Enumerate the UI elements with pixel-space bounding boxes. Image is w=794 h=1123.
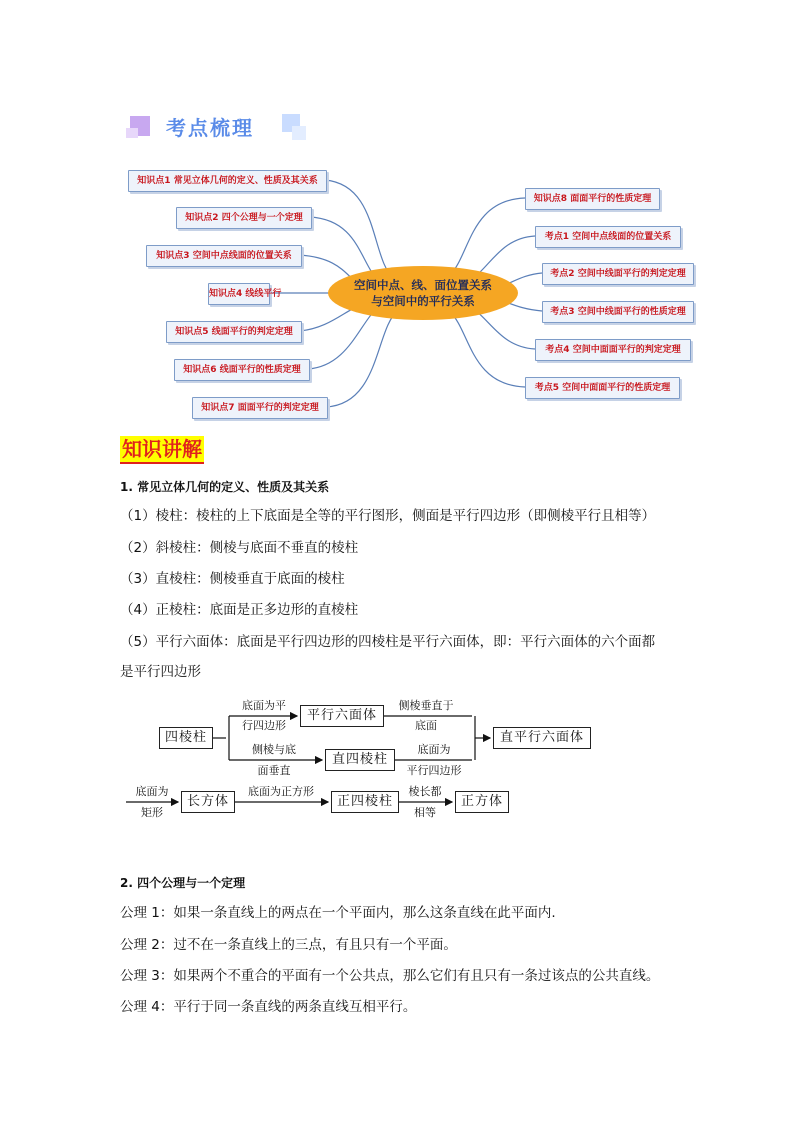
section-title: 知识讲解 [120,436,204,464]
mindmap-node-right: 考点5 空间中面面平行的性质定理 [525,377,680,399]
text-line: 公理 2：过不在一条直线上的三点，有且只有一个平面。 [120,937,457,953]
mindmap-node-left: 知识点2 四个公理与一个定理 [176,207,312,229]
text-line: 公理 3：如果两个不重合的平面有一个公共点，那么它们有且只有一条过该点的公共直线。 [120,968,660,984]
mindmap-node-right: 考点4 空间中面面平行的判定定理 [535,339,691,361]
flow-label: 棱长都 [408,785,442,798]
mind-map-connectors [0,0,794,430]
mind-map [0,0,794,430]
flow-label: 面垂直 [257,764,291,777]
flow-label: 底面为正方形 [248,785,314,798]
mindmap-node-left: 知识点5 线面平行的判定定理 [166,321,302,343]
connector [450,312,525,387]
text-line: （1）棱柱：棱柱的上下底面是全等的平行图形，侧面是平行四边形（即侧棱平行且相等） [120,508,656,524]
center-line2: 与空间中的平行关系 [371,294,475,308]
flow-label: 侧棱与底 [252,743,296,756]
mindmap-node-right: 知识点8 面面平行的性质定理 [525,188,660,210]
text-line: （4）正棱柱：底面是正多边形的直棱柱 [120,602,359,618]
header-title: 考点梳理 [166,116,254,140]
flow-label: 行四边形 [242,719,286,732]
flow-label: 侧棱垂直于 [398,699,454,712]
mindmap-center [328,266,518,320]
mindmap-node-right: 考点1 空间中点线面的位置关系 [535,226,681,248]
text-line: 公理 1：如果一条直线上的两点在一个平面内，那么这条直线在此平面内. [120,905,556,921]
flow-label: 底面为 [135,785,169,798]
flow-label: 相等 [414,806,436,819]
text-line: （2）斜棱柱：侧棱与底面不垂直的棱柱 [120,540,359,556]
box-cuboid: 长方体 [181,791,235,813]
box-right-parallelepiped: 直平行六面体 [493,727,591,749]
mindmap-node-left: 知识点7 面面平行的判定定理 [192,397,328,419]
box-parallelepiped: 平行六面体 [300,705,384,727]
flow-label: 底面 [415,719,437,732]
flow-label: 矩形 [141,806,163,819]
flow-label: 底面为 [417,743,451,756]
mindmap-node-left: 知识点1 常见立体几何的定义、性质及其关系 [128,170,327,192]
text-line: 是平行四边形 [120,664,201,680]
mindmap-node-left: 知识点3 空间中点线面的位置关系 [146,245,302,267]
box-quadrangular-prism: 四棱柱 [159,727,213,749]
section1-heading: 1. 常见立体几何的定义、性质及其关系 [120,480,330,494]
text-line: 公理 4：平行于同一条直线的两条直线互相平行。 [120,999,417,1015]
flow-label: 平行四边形 [406,764,462,777]
mindmap-node-right: 考点3 空间中线面平行的性质定理 [542,301,694,323]
box-regular-quadrangular-prism: 正四棱柱 [331,791,399,813]
center-line1: 空间中点、线、面位置关系 [354,278,492,292]
mindmap-node-left: 知识点6 线面平行的性质定理 [174,359,310,381]
box-right-quadrangular-prism: 直四棱柱 [325,749,395,771]
box-cube: 正方体 [455,791,509,813]
mindmap-node-right: 考点2 空间中线面平行的判定定理 [542,263,694,285]
text-line: （3）直棱柱：侧棱垂直于底面的棱柱 [120,571,345,587]
text-line: （5）平行六面体：底面是平行四边形的四棱柱是平行六面体，即：平行六面体的六个面都 [120,634,656,650]
flow-label: 底面为平 [242,699,286,712]
mindmap-node-left: 知识点4 线线平行 [208,283,270,305]
section2-heading: 2. 四个公理与一个定理 [120,876,246,890]
